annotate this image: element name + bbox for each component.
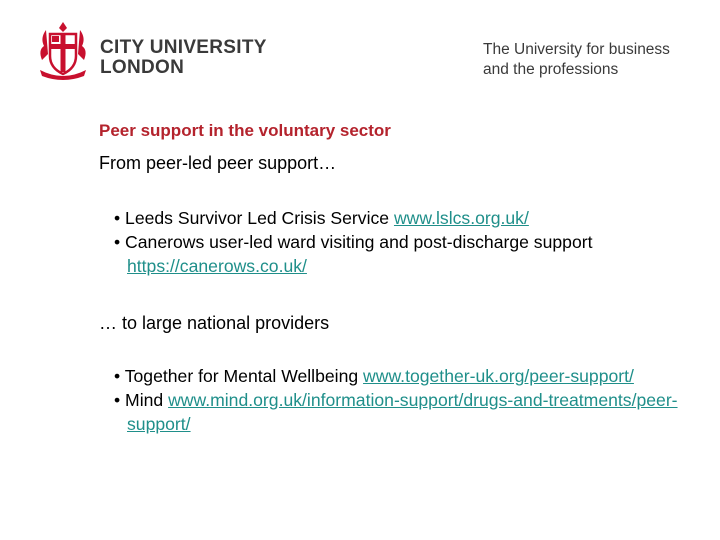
intro-text: From peer-led peer support… [99,153,337,173]
list-item: • Leeds Survivor Led Crisis Service www.lslcs.org.uk/ [114,208,529,228]
university-tagline: The University for business and the professions [483,41,670,78]
national-providers-text: … to large national providers [99,313,330,333]
university-name: CITY UNIVERSITY LONDON [100,37,267,78]
list-item: • Canerows user-led ward visiting and post-discharge support https://canerows.co.uk/ [114,232,593,276]
lslcs-link[interactable]: www.lslcs.org.uk/ [393,208,529,228]
mind-link[interactable]: www.mind.org.uk/information-support/drugs-and-treatments/peer-support/ [127,390,678,434]
canerows-link[interactable]: https://canerows.co.uk/ [127,256,307,276]
slide-title: Peer support in the voluntary sector [99,121,391,140]
together-link[interactable]: www.together-uk.org/peer-support/ [363,366,634,386]
list-item: • Mind www.mind.org.uk/information-support/drugs-and-treatments/peer-support/ [114,390,678,434]
national-providers-list [114,364,694,436]
peer-led-list [114,206,694,278]
university-crest-logo [36,20,90,82]
list-item: • Together for Mental Wellbeing www.together-uk.org/peer-support/ [114,366,634,386]
